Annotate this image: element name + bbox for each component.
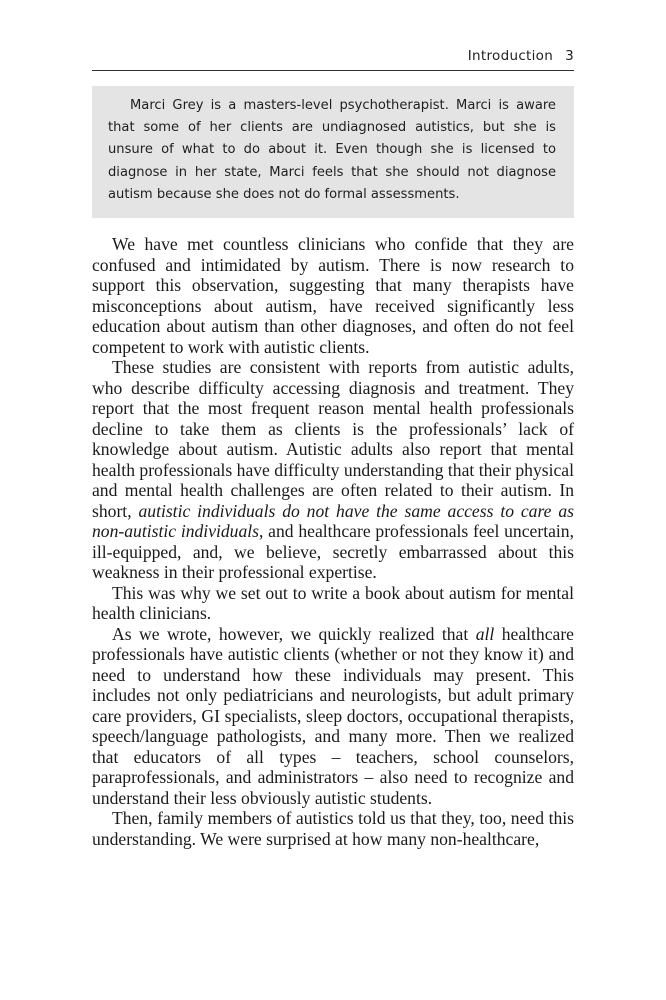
paragraph-2-text-start: These studies are consistent with reports from autistic adults, who describe difficulty accessing diagnosis and treatment. They report that the most frequent reason mental health professionals decline to take them as clients is the professionals’ lack of knowledge about autism. Autistic adults also report that mental health professionals have difficulty understanding that their physical and mental health challenges are often related to their autism. In short, xyxy=(92,357,574,521)
page-number: 3 xyxy=(565,48,574,64)
paragraph-4-text-start: As we wrote, however, we quickly realized that xyxy=(112,623,476,644)
paragraph-3-text: This was why we set out to write a book about autism for mental health clinicians. xyxy=(92,582,574,623)
paragraph-2 xyxy=(92,357,574,583)
paragraph-2-emphasis: autistic individuals do not have the same access to care as non-autistic individuals xyxy=(92,500,574,541)
paragraph-2-text-end: , and healthcare professionals feel uncertain, ill-equipped, and, we believe, secretly embarrassed about this weakness in their professional expertise. xyxy=(92,521,574,582)
paragraph-3 xyxy=(92,583,574,624)
running-head xyxy=(92,48,574,70)
paragraph-1 xyxy=(92,234,574,357)
case-example-box xyxy=(92,86,574,218)
chapter-title: Introduction xyxy=(467,48,554,64)
case-example-text: Marci Grey is a masters-level psychotherapist. Marci is aware that some of her clients are undiagnosed autistics, but she is unsure of what to do about it. Even though she is licensed to diagnose in her state, Marci feels that she should not diagnose autism because she does not do formal assessments. xyxy=(108,98,556,202)
body-text xyxy=(92,234,574,849)
paragraph-4 xyxy=(92,624,574,809)
paragraph-4-text-end: healthcare professionals have autistic clients (whether or not they know it) and need to understand how these individuals may present. This includes not only pediatricians and neurologists, but adult primary care providers, GI specialists, sleep doctors, occupational therapists, speech/language pathologists, and many more. Then we realized that educators of all types – teachers, school counselors, paraprofessionals, and administrators – also need to recognize and understand their less obviously autistic students. xyxy=(92,623,574,808)
paragraph-4-emphasis: all xyxy=(475,623,495,644)
paragraph-5-text: Then, family members of autistics told us that they, too, need this understanding. We were surprised at how many non-healthcare, xyxy=(92,808,574,849)
paragraph-5 xyxy=(92,808,574,849)
paragraph-1-text: We have met countless clinicians who confide that they are confused and intimidated by autism. There is now research to support this observation, suggesting that many therapists have misconceptions about autism, have received significantly less education about autism than other diagnoses, and often do not feel competent to work with autistic clients. xyxy=(92,234,574,357)
header-rule xyxy=(92,70,574,71)
book-page xyxy=(92,0,574,1000)
